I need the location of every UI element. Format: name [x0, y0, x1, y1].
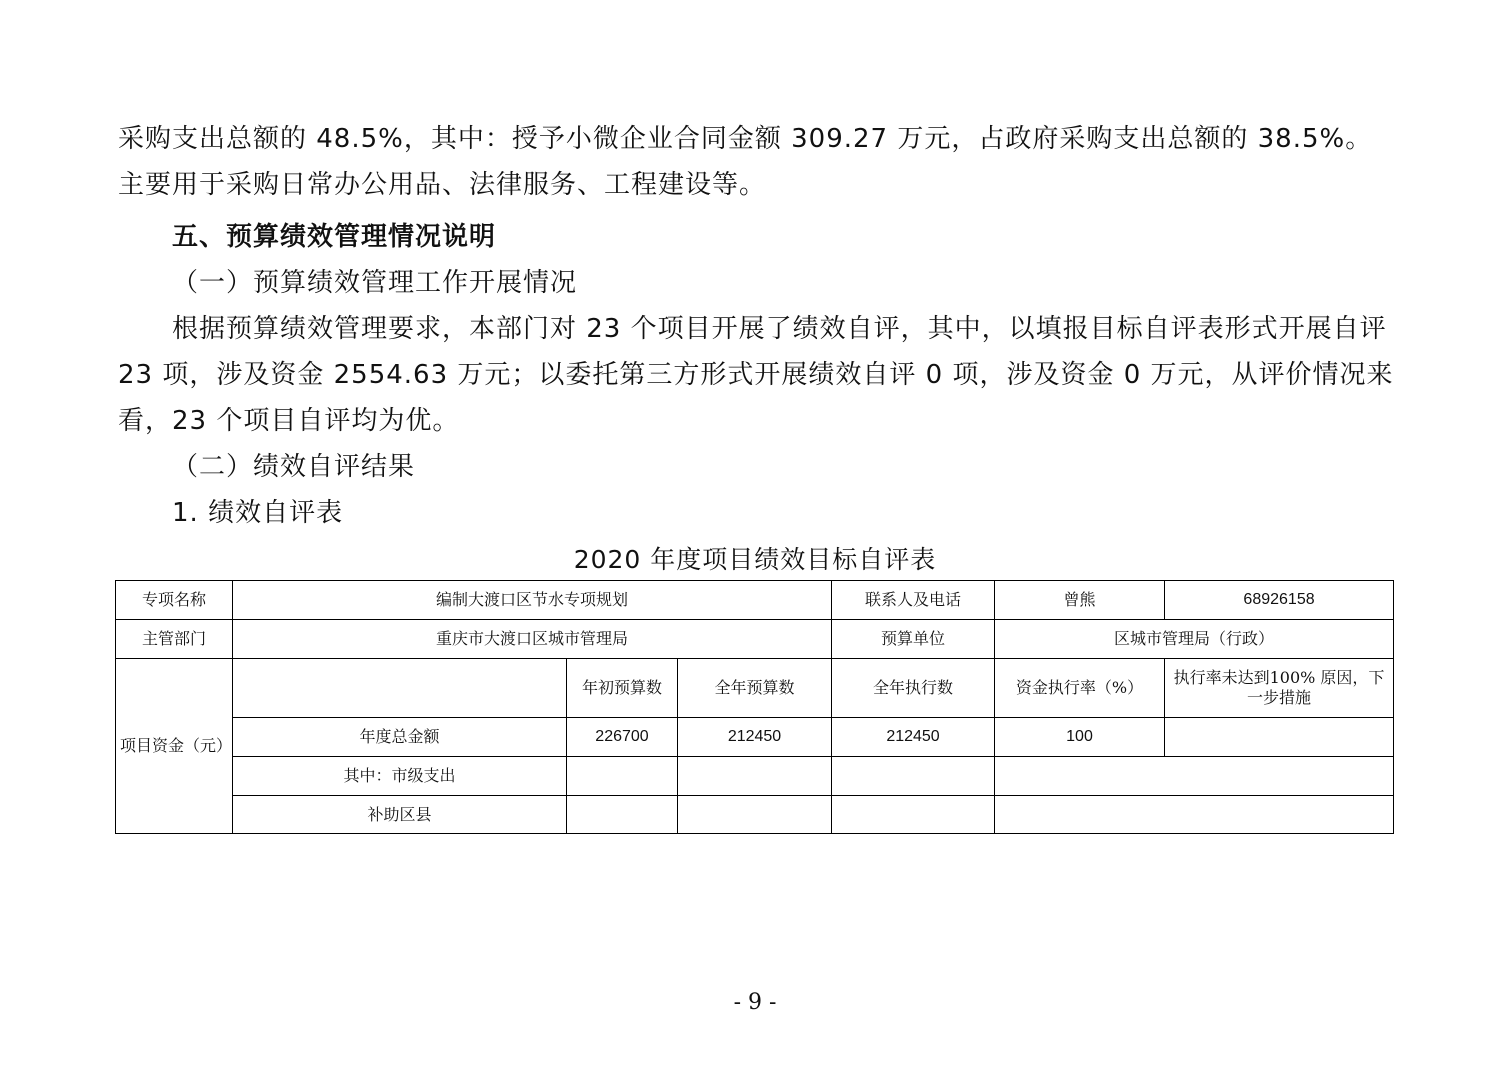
- subsection-2-title: （二）绩效自评结果: [172, 452, 416, 482]
- row-label: 其中：市级支出: [233, 757, 567, 796]
- subsection-1-title: （一）预算绩效管理工作开展情况: [172, 268, 578, 298]
- row-initial-budget: 226700: [567, 718, 678, 757]
- table-title: 2020 年度项目绩效目标自评表: [573, 545, 937, 574]
- row-annual-budget: [678, 796, 832, 834]
- row-annual-budget: 212450: [678, 718, 832, 757]
- row-annual-exec: [832, 796, 995, 834]
- section-5-title: 五、预算绩效管理情况说明: [172, 222, 497, 252]
- table-row: [116, 659, 1394, 718]
- table-row: [116, 796, 1394, 834]
- header-initial-budget: 年初预算数: [567, 659, 678, 718]
- row-initial-budget: [567, 757, 678, 796]
- paragraph-self-evaluation: 根据预算绩效管理要求，本部门对 23 个项目开展了绩效自评，其中，以填报目标自评表形式开展自评 23 项，涉及资金 2554.63 万元；以委托第三方形式开展绩效自评 0 项，涉及资金 0 万元，从评价情况来看，23 个项目自评均为优。: [118, 314, 1394, 436]
- funds-label: 项目资金（元）: [116, 659, 233, 834]
- row-initial-budget: [567, 796, 678, 834]
- row-exec-rate: [995, 757, 1394, 796]
- contact-name: 曾熊: [995, 581, 1165, 620]
- item-1-title: 1. 绩效自评表: [172, 498, 344, 528]
- header-reason: 执行率未达到100% 原因，下一步措施: [1165, 659, 1394, 718]
- page-number: - 9 -: [733, 990, 777, 1015]
- row-annual-exec: 212450: [832, 718, 995, 757]
- project-name-value: 编制大渡口区节水专项规划: [233, 581, 832, 620]
- project-name-label: 专项名称: [116, 581, 233, 620]
- paragraph-procurement: 采购支出总额的 48.5%，其中：授予小微企业合同金额 309.27 万元，占政府采购支出总额的 38.5%。主要用于采购日常办公用品、法律服务、工程建设等。: [118, 124, 1373, 200]
- table-row: [116, 757, 1394, 796]
- row-label: 补助区县: [233, 796, 567, 834]
- evaluation-table: [115, 580, 1394, 834]
- table-row: [116, 581, 1394, 620]
- budget-unit-value: 区城市管理局（行政）: [995, 620, 1394, 659]
- dept-value: 重庆市大渡口区城市管理局: [233, 620, 832, 659]
- dept-label: 主管部门: [116, 620, 233, 659]
- header-annual-budget: 全年预算数: [678, 659, 832, 718]
- contact-phone: 68926158: [1165, 581, 1394, 620]
- row-reason: [1165, 718, 1394, 757]
- row-exec-rate: [995, 796, 1394, 834]
- row-label: 年度总金额: [233, 718, 567, 757]
- row-exec-rate: 100: [995, 718, 1165, 757]
- table-row: [116, 620, 1394, 659]
- table-row: [116, 718, 1394, 757]
- row-annual-exec: [832, 757, 995, 796]
- budget-unit-label: 预算单位: [832, 620, 995, 659]
- header-empty-cell: [233, 659, 567, 718]
- contact-label: 联系人及电话: [832, 581, 995, 620]
- row-annual-budget: [678, 757, 832, 796]
- header-exec-rate: 资金执行率（%）: [995, 659, 1165, 718]
- header-annual-exec: 全年执行数: [832, 659, 995, 718]
